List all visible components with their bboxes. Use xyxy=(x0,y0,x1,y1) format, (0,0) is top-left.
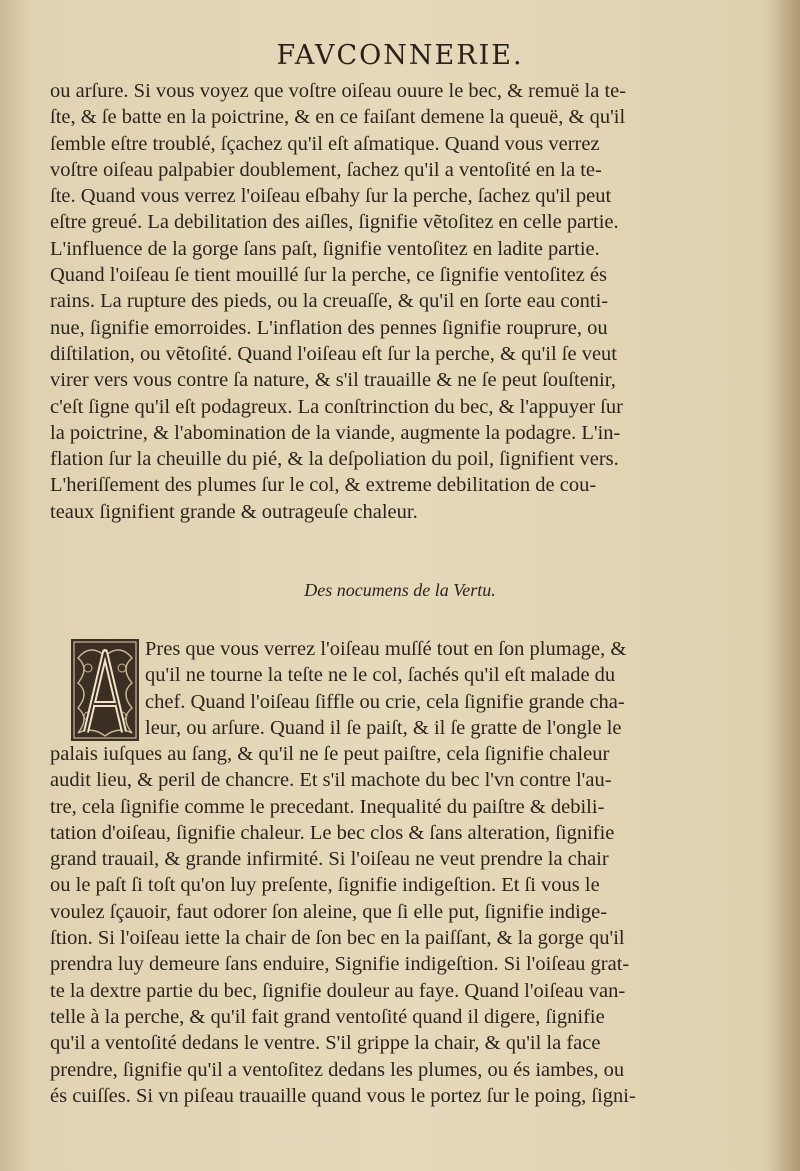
text-line: ſemble eſtre troublé, ſçachez qu'il eſt aſmatique. Quand vous verrez xyxy=(50,132,600,155)
text-line: nue, ſignifie emorroides. L'inflation des pennes ſignifie rouprure, ou xyxy=(50,316,608,339)
text-line: ſte. Quand vous verrez l'oiſeau eſbahy ſur la perche, ſachez qu'il peut xyxy=(50,185,612,208)
text-line: virer vers vous contre ſa nature, & s'il trauaille & ne ſe peut ſouſtenir, xyxy=(50,369,616,392)
text-line: qu'il ne tourne la teſte ne le col, ſachés qu'il eſt malade du xyxy=(145,664,616,687)
text-line: prendre, ſignifie qu'il a ventoſitez dedans les plumes, ou és iambes, ou xyxy=(50,1058,625,1081)
text-line: tre, cela ſignifie comme le precedant. Inequalité du paiſtre & debili- xyxy=(50,795,605,818)
text-line: voulez ſçauoir, faut odorer ſon aleine, que ſi elle put, ſignifie indige- xyxy=(50,900,608,923)
text-line: voſtre oiſeau palpabier doublement, ſachez qu'il a ventoſité en la te- xyxy=(50,158,602,181)
text-line: palais iuſques au ſang, & qu'il ne ſe peut paiſtre, cela ſignifie chaleur xyxy=(50,743,610,765)
text-line: tation d'oiſeau, ſignifie chaleur. Le bec clos & ſans alteration, ſignifie xyxy=(50,821,615,844)
text-line: ou le paſt ſi toſt qu'on luy preſente, ſignifie indigeſtion. Et ſi vous le xyxy=(50,874,600,897)
text-line: Pres que vous verrez l'oiſeau muſſé tout en ſon plumage, & xyxy=(145,638,627,660)
text-line: qu'il a ventoſité dedans le ventre. S'il grippe la chair, & qu'il la face xyxy=(50,1032,601,1055)
text-line: L'influence de la gorge ſans paſt, ſignifie ventoſitez en ladite partie. xyxy=(50,237,600,260)
text-line: L'heriſſement des plumes ſur le col, & extreme debilitation de cou- xyxy=(50,474,597,497)
paragraph-2-indented-lines xyxy=(145,636,765,741)
text-line: eſtre greué. La debilitation des aiſles, ſignifie vẽtoſitez en celle partie. xyxy=(50,211,619,234)
text-line: Quand l'oiſeau ſe tient mouillé ſur la perche, ce ſignifie ventoſitez és xyxy=(50,264,607,287)
text-line: la poictrine, & l'abomination de la viande, augmente la podagre. L'in- xyxy=(50,421,621,444)
text-line: chef. Quand l'oiſeau ſiffle ou crie, cela ſignifie grande cha- xyxy=(145,690,625,713)
text-line: flation ſur la cheuille du pié, & la deſpoliation du poil, ſignifient vers. xyxy=(50,448,619,471)
text-line: telle à la perche, & qu'il fait grand ventoſité quand il digere, ſignifie xyxy=(50,1005,605,1028)
running-header: FAVCONNERIE. xyxy=(276,40,524,71)
text-line: diſtilation, ou vẽtoſité. Quand l'oiſeau eſt ſur la perche, & qu'il ſe veut xyxy=(50,342,618,365)
text-line: ſte, & ſe batte en la poictrine, & en ce faiſant demene la queuë, & qu'il xyxy=(50,106,626,129)
text-line: grand trauail, & grande infirmité. Si l'oiſeau ne veut prendre la chair xyxy=(50,848,609,871)
text-line: ou arſure. Si vous voyez que voſtre oiſeau ouure le bec, & remuë la te- xyxy=(50,80,627,102)
text-line: c'eſt ſigne qu'il eſt podagreux. La conſtrinction du bec, & l'appuyer ſur xyxy=(50,395,623,418)
paragraph-1 xyxy=(50,78,765,525)
paragraph-2 xyxy=(50,741,765,1109)
section-heading: Des nocumens de la Vertu. xyxy=(304,580,496,600)
text-line: ſtion. Si l'oiſeau iette la chair de ſon bec en la paiſſant, & la gorge qu'il xyxy=(50,927,625,950)
drop-cap-icon xyxy=(70,638,140,742)
text-line: audit lieu, & peril de chancre. Et s'il machote du bec l'vn contre l'au- xyxy=(50,769,612,792)
text-line: prendra luy demeure ſans enduire, Signifie indigeſtion. Si l'oiſeau grat- xyxy=(50,953,630,976)
text-line: leur, ou arſure. Quand il ſe paiſt, & il ſe gratte de l'ongle le xyxy=(145,716,622,739)
text-line: és cuiſſes. Si vn piſeau trauaille quand vous le portez ſur le poing, ſigni- xyxy=(50,1084,636,1107)
text-line: rains. La rupture des pieds, ou la creuaſſe, & qu'il en ſorte eau conti- xyxy=(50,290,609,313)
text-line: teaux ſignifient grande & outrageuſe chaleur. xyxy=(50,500,418,523)
text-line: te la dextre partie du bec, ſignifie douleur au faye. Quand l'oiſeau van- xyxy=(50,979,626,1002)
